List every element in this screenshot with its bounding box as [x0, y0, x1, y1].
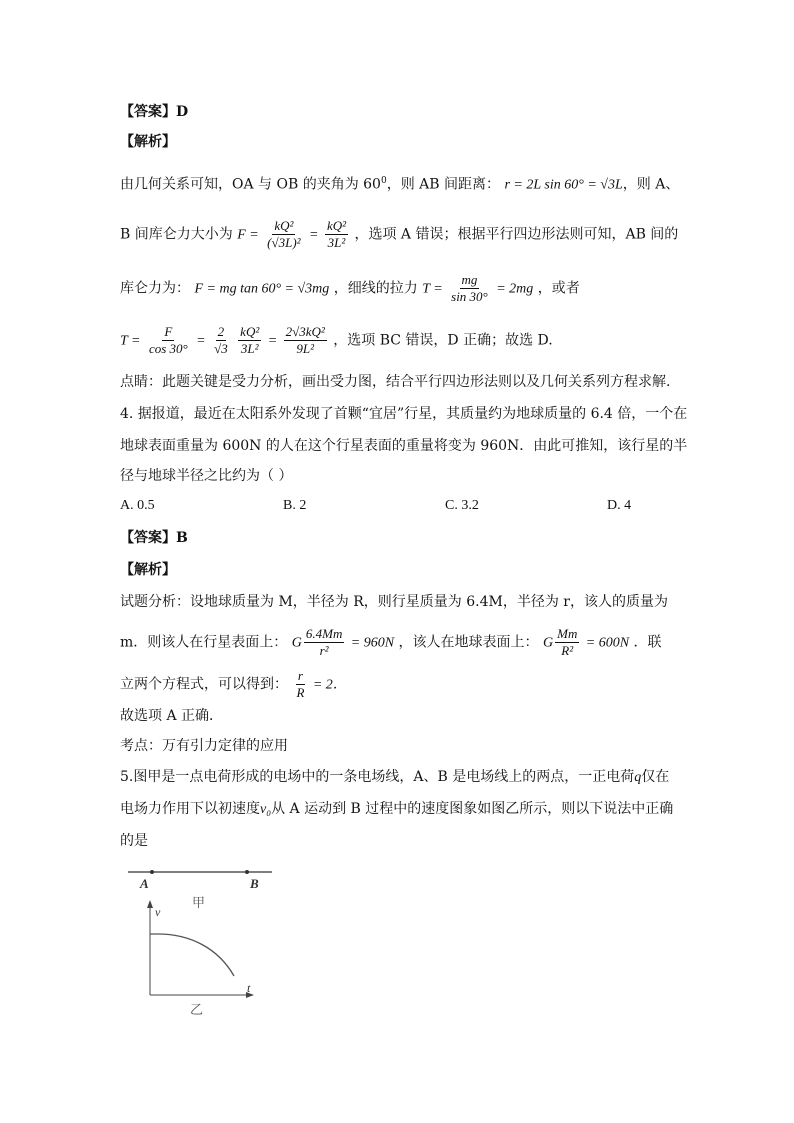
velocity-curve — [150, 934, 234, 976]
q3-l1-text: 由几何关系可知，OA 与 OB 的夹角为 60 — [120, 176, 381, 193]
q5-stem-line-1 — [120, 767, 669, 788]
q4-a2-G1: G — [291, 635, 302, 651]
q5-s2-b: 从 A 运动到 B 过程中的速度图象如图乙所示，则以下说法中正确 — [271, 801, 674, 817]
q4-a2-eq2: = 600N — [585, 635, 630, 651]
label-jia: 甲 — [192, 895, 206, 910]
q3-analysis-line-4: T = $\frac{F}{\cos 30^\circ}$ = $\frac{2}{√3}$ $\frac{\text{kQ²}}{\text{3L²}}$ = $\frac{\text{2√3kQ²}}{\text{9L²}}$ ，选项 BC 错误，D 正确；故选 D. — [120, 324, 553, 356]
q4-topic: 考点：万有引力定律的应用 — [120, 738, 288, 754]
v-axis-arrow-icon — [147, 900, 153, 908]
q3-l4-frac4: $\frac{\text{2√3kQ²}}{\text{9L²}}$ — [285, 324, 325, 356]
point-a-dot — [150, 870, 154, 874]
q3-comment: 点睛：此题关键是受力分析，画出受力图，结合平行四边形法则以及几何关系列方程求解. — [120, 374, 671, 390]
q3-l3-T: T = — [422, 281, 443, 297]
q4-option-b: B. 2 — [283, 498, 307, 513]
q4-stem-line-3: 径与地球半径之比约为（ ） — [120, 468, 293, 484]
q3-l3-frac: $\frac{mg}{\sin 30^\circ}$ — [451, 272, 488, 304]
point-b-dot — [245, 870, 249, 874]
q3-l1-sup: 0 — [380, 176, 387, 186]
q5-s1-b: 仅在 — [641, 769, 670, 785]
q3-l3-eq: = 2mg — [496, 281, 534, 297]
q3-l1-formula: r = 2L sin 60° = √3L — [504, 177, 623, 193]
q3-l2-head: B 间库仑力大小为 — [120, 226, 233, 243]
q3-l2-F: F = — [237, 227, 259, 243]
analysis-label-q3: 【解析】 — [120, 134, 176, 150]
q4-a2-G2: G — [542, 635, 554, 651]
q4-a2-head: m．则该人在行星表面上： — [120, 634, 288, 651]
q4-analysis-line-1: 试题分析：设地球质量为 M，半径为 R，则行星质量为 6.4M，半径为 r，该人的质量为 — [120, 594, 668, 610]
q3-l4-T: T = — [120, 333, 141, 349]
q3-l3-mid: ，细线的拉力 — [333, 280, 418, 297]
answer-label-q3: 【答案】D — [120, 104, 189, 120]
axis-label-t: t — [247, 981, 251, 995]
label-a: A — [140, 876, 149, 891]
q4-a2-eq1: = 960N — [350, 635, 395, 651]
q4-a2-frac1: $\frac{6.4Mm}{\text{r²}}$ — [305, 626, 343, 658]
label-yi: 乙 — [190, 1002, 204, 1017]
q3-l1-tail: ，则 A、 — [622, 176, 680, 193]
q4-a2-tail: ．联 — [633, 634, 662, 651]
q4-option-d: D. 4 — [607, 498, 632, 513]
q5-s1-q: q — [634, 770, 642, 785]
q4-a2-frac2: $\frac{Mm}{\text{R²}}$ — [557, 626, 578, 658]
q3-l2-frac1: $\frac{\text{kQ²}}{\text{(√3L)²}}$ — [267, 218, 301, 250]
label-b: B — [250, 876, 259, 891]
q3-analysis-line-3 — [120, 272, 580, 305]
q4-a2-mid: ，该人在地球表面上： — [398, 634, 539, 651]
q5-s2-a: 电场力作用下以初速度 — [120, 801, 260, 817]
q5-s1-a: 5.图甲是一点电荷形成的电场中的一条电场线，A、B 是电场线上的两点，一正电荷 — [120, 769, 635, 785]
q3-l4-frac2: $\frac{2}{√3}$ — [214, 324, 228, 356]
q3-l3-tail: ，或者 — [537, 280, 580, 297]
q3-l2-tail: ，选项 A 错误；根据平行四边形法则可知，AB 间的 — [354, 226, 679, 243]
answer-label-q4: 【答案】B — [120, 530, 188, 546]
q3-l1-text2: ，则 AB 间距离： — [386, 176, 501, 193]
q5-stem-line-2 — [120, 799, 673, 820]
q4-a3-head: 立两个方程式，可以得到： — [120, 676, 288, 693]
axis-label-v: v — [155, 905, 161, 919]
q4-option-a: A. 0.5 — [120, 498, 155, 513]
q5-s2-v: v₀ — [260, 802, 272, 817]
q3-l2-frac2: $\frac{\text{kQ²}}{\text{3L²}}$ — [326, 218, 346, 250]
q3-l3-head: 库仑力为： — [120, 280, 190, 297]
q3-l4-tail: ，选项 BC 错误，D 正确；故选 D. — [333, 332, 553, 349]
q3-l3-formula: F = mg tan 60° = √3mg — [194, 281, 330, 297]
q3-analysis-line-1 — [120, 171, 679, 196]
q4-analysis-line-4: 故选项 A 正确． — [120, 708, 224, 724]
q3-l4-frac3: $\frac{\text{kQ²}}{\text{3L²}}$ — [240, 324, 260, 356]
q4-a3-eq: = 2． — [312, 677, 347, 693]
q4-analysis-line-3 — [120, 668, 347, 701]
analysis-label-q4: 【解析】 — [120, 562, 176, 578]
q3-analysis-line-2: B 间库仑力大小为 F = $\frac{\text{kQ²}}{\text{(√3L)²}}$ = $\frac{\text{kQ²}}{\text{3L²}}$ ，选项 A 错误；根据平行四边形法则可知，AB 间的 — [120, 218, 679, 250]
q4-analysis-line-2 — [120, 626, 662, 659]
q5-stem-line-3: 的是 — [120, 833, 148, 849]
q4-stem-line-1: 4. 据报道，最近在太阳系外发现了首颗“宜居”行星，其质量约为地球质量的 6.4 倍，一个在 — [120, 406, 688, 422]
q5-figure — [120, 860, 290, 1020]
q3-l4-frac1: $\frac{F}{\cos 30^\circ}$ — [148, 324, 188, 356]
q4-a3-frac: $\frac{r}{R}$ — [296, 668, 305, 700]
q4-option-c: C. 3.2 — [445, 498, 479, 513]
q4-stem-line-2: 地球表面重量为 600N 的人在这个行星表面的重量将变为 960N．由此可推知，该行星的半 — [120, 438, 688, 454]
